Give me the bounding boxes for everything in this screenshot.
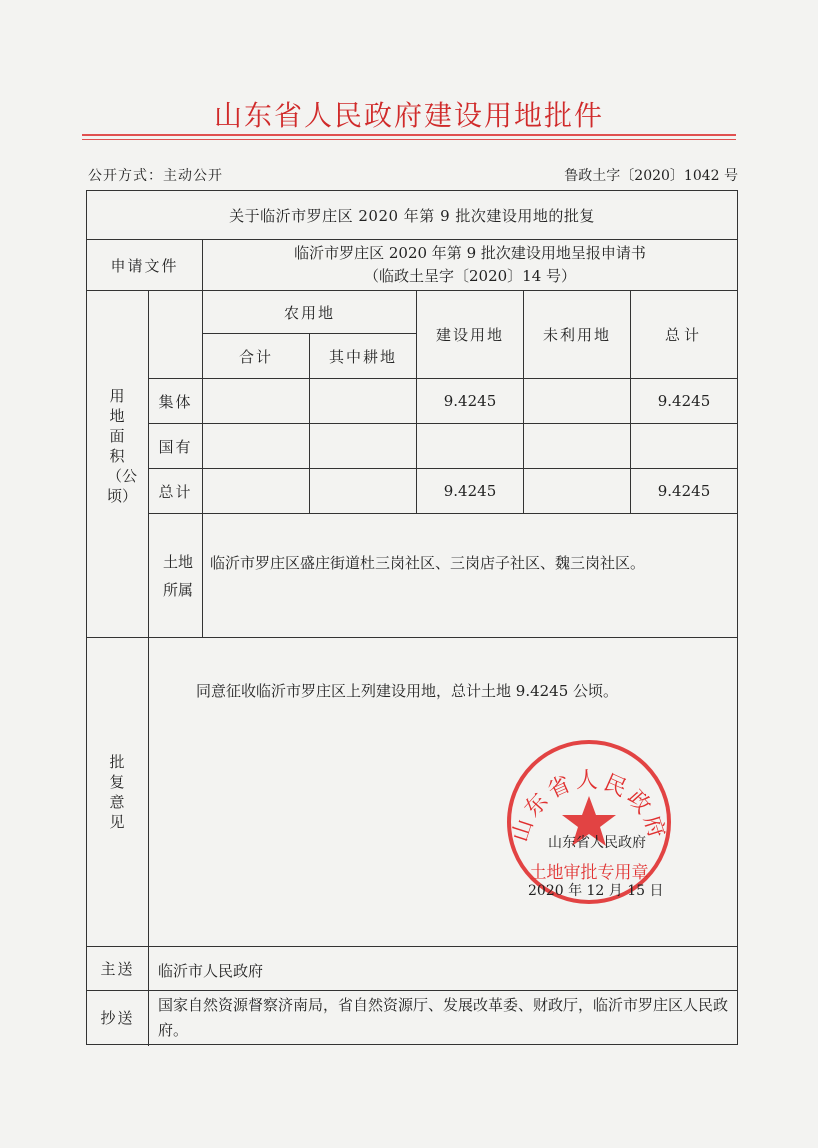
disclosure-mode: 公开方式：主动公开 [88, 168, 223, 184]
cell-total-total: 9.4245 [657, 482, 711, 500]
header-total: 总计 [664, 326, 703, 344]
cell-total-unused [524, 469, 630, 513]
application-label: 申请文件 [110, 256, 179, 275]
document-number: 鲁政土字〔2020〕1042 号 [564, 168, 738, 184]
cell-total-construction: 9.4245 [443, 482, 497, 500]
main-recipient-value: 临沂市人民政府 [158, 962, 264, 980]
main-recipient-label: 主送 [100, 960, 135, 978]
cell-collective-agri-total [203, 379, 309, 423]
application-line-1: 临沂市罗庄区 2020 年第 9 批次建设用地呈报申请书 [294, 244, 646, 262]
row-label-collective: 集体 [158, 392, 193, 411]
ownership-label: 土地所属 [162, 553, 193, 599]
approval-text: 同意征收临沂市罗庄区上列建设用地，总计土地 9.4245 公顷。 [196, 682, 619, 700]
cell-total-agri-total [203, 469, 309, 513]
table-line [86, 637, 738, 638]
area-section-label: 用地面积（公顷） [107, 387, 138, 505]
cell-collective-agri-arable [310, 379, 416, 423]
header-unused-land: 未利用地 [542, 326, 611, 344]
cell-state-agri-arable [310, 424, 416, 468]
table-line [148, 513, 738, 514]
table-line [86, 990, 738, 991]
application-line-2: （临政土呈字〔2020〕14 号） [363, 267, 577, 285]
document-title: 山东省人民政府建设用地批件 [213, 99, 604, 132]
row-label-total: 总计 [158, 482, 193, 501]
header-agricultural-land: 农用地 [283, 303, 335, 322]
application-value [203, 242, 737, 288]
seal-ring-text: 山东省人民政府 [507, 768, 671, 845]
title-rule-thin [82, 139, 736, 140]
row-label-state: 国有 [158, 437, 193, 456]
table-line [86, 946, 738, 947]
cell-state-agri-total [203, 424, 309, 468]
cc-label: 抄送 [100, 1009, 135, 1027]
approval-date: 2020 年 12 月 15 日 [528, 883, 664, 899]
cell-total-agri-arable [310, 469, 416, 513]
header-agri-total: 合计 [238, 347, 273, 366]
signer-name: 山东省人民政府 [548, 835, 646, 851]
table-border-left [86, 190, 87, 1045]
cell-state-construction [417, 424, 523, 468]
seal-bottom-text: 土地审批专用章 [529, 863, 649, 883]
cell-state-unused [524, 424, 630, 468]
cell-collective-construction: 9.4245 [443, 392, 497, 410]
cell-state-total [631, 424, 737, 468]
title-rule-thick [82, 134, 736, 136]
cell-collective-total: 9.4245 [657, 392, 711, 410]
ownership-value: 临沂市罗庄区盛庄街道杜三岗社区、三岗店子社区、魏三岗社区。 [210, 554, 646, 572]
cell-collective-unused [524, 379, 630, 423]
table-border-right [737, 190, 738, 1045]
subject-title: 关于临沂市罗庄区 2020 年第 9 批次建设用地的批复 [229, 206, 595, 225]
approval-label: 批复意见 [109, 753, 125, 831]
header-agri-arable: 其中耕地 [328, 347, 397, 366]
table-border-bottom [86, 1044, 738, 1045]
cc-value: 国家自然资源督察济南局，省自然资源厅、发展改革委、财政厅，临沂市罗庄区人民政府。 [158, 996, 729, 1039]
header-construction-land: 建设用地 [435, 326, 504, 344]
